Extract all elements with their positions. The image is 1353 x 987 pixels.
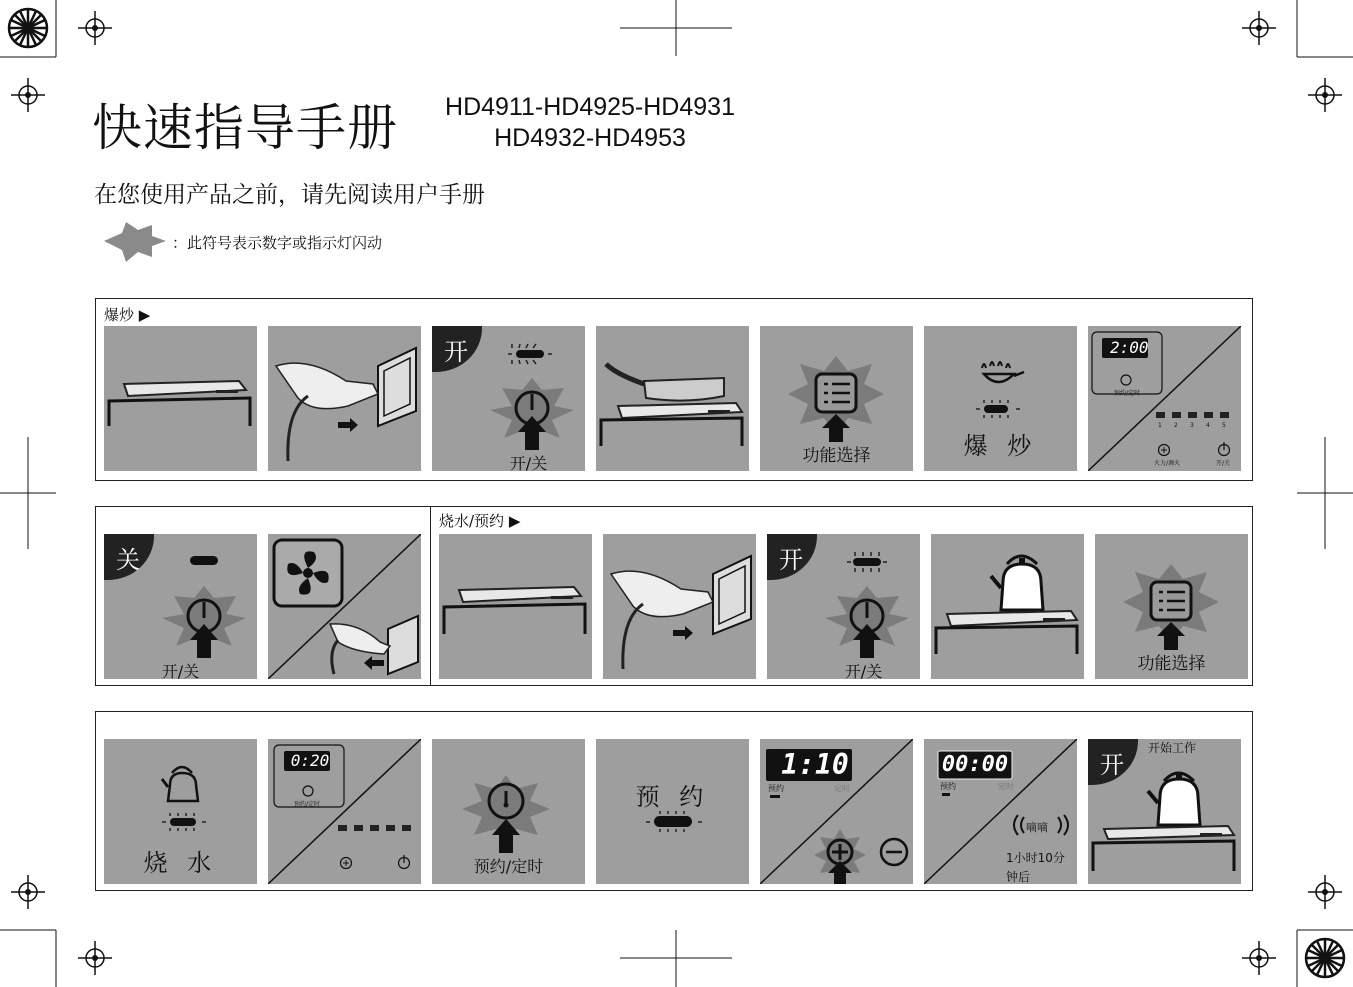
row-label-stirfry: 爆炒 ▶	[104, 306, 151, 324]
power-level-1: 1	[1158, 422, 1162, 429]
label-onoff-2: 开/关	[844, 662, 883, 679]
lcd-display-000: 00:00	[941, 752, 1009, 777]
badge-on: 开	[432, 326, 482, 372]
models-line-1: HD4911-HD4925-HD4931	[445, 93, 735, 121]
panel-stirfry	[924, 326, 1077, 471]
label-start-work: 开始工作	[1148, 741, 1197, 755]
panel-start-work	[1088, 739, 1241, 884]
models-line-2: HD4932-HD4953	[494, 124, 686, 152]
legend-text: ：此符号表示数字或指示灯闪动	[172, 234, 383, 252]
subtitle: 在您使用产品之前，请先阅读用户手册	[94, 182, 485, 208]
after-time-line-2: 钟后	[1006, 870, 1031, 884]
lcd-label-timer: 定时	[834, 784, 850, 793]
plug-in-icon	[603, 534, 756, 679]
plug-in-icon	[268, 326, 421, 471]
label-power-heat: 火力/调火	[1154, 460, 1181, 467]
label-onoff-off: 开/关	[161, 662, 200, 679]
panel-plug-in-2	[603, 534, 756, 679]
label-onoff-small: 开/关	[1216, 460, 1231, 467]
panel-control-display-2	[268, 739, 421, 884]
label-preset-timer: 预约/定时	[1114, 390, 1141, 397]
label-boil: 烧 水	[143, 849, 218, 877]
power-level-5: 5	[1222, 422, 1226, 429]
panel-power-off	[104, 534, 257, 679]
lcd-label-reserve: 预约	[768, 784, 784, 793]
panel-boil	[104, 739, 257, 884]
panel-control-display	[1088, 326, 1241, 471]
badge-on-2: 开	[767, 534, 817, 580]
panel-adjust-time	[760, 739, 913, 884]
label-reserve: 预 约	[635, 783, 710, 811]
row-boil-reserve	[430, 506, 1253, 686]
panel-countdown	[924, 739, 1077, 884]
row-boil-steps	[95, 711, 1253, 891]
model-numbers	[440, 92, 740, 154]
row-label-boil-reserve: 烧水/预约 ▶	[439, 512, 521, 530]
lcd-display-020: 0:20	[290, 751, 330, 770]
kettle-on-cooker-icon	[931, 534, 1084, 679]
lcd-display-110: 1:10	[781, 748, 849, 781]
lcd-label-reserve-2: 预约	[940, 782, 956, 791]
power-button-flash-icon	[767, 534, 920, 679]
reserve-indicator-icon	[596, 739, 749, 884]
induction-cooker-icon	[439, 534, 592, 679]
panel-reserve	[596, 739, 749, 884]
panel-preset-timer	[432, 739, 585, 884]
induction-cooker-icon	[104, 326, 257, 471]
badge-off: 关	[104, 534, 154, 580]
pan-on-cooker-icon	[596, 326, 749, 471]
beep-label: 嘀嘀	[1026, 821, 1048, 834]
panel-kettle-on-cooker	[931, 534, 1084, 679]
fan-unplug-icon	[268, 534, 421, 679]
power-level-3: 3	[1190, 422, 1194, 429]
kettle-on-cooker-icon	[1088, 739, 1241, 884]
page-title: 快速指导手册	[92, 99, 398, 157]
panel-function-select	[760, 326, 913, 471]
badge-on-3: 开	[1088, 739, 1138, 785]
row-stirfry	[95, 298, 1253, 481]
power-level-2: 2	[1174, 422, 1178, 429]
panel-pan	[596, 326, 749, 471]
panel-power-on-2	[767, 534, 920, 679]
label-preset-timer-2: 预约/定时	[294, 801, 321, 808]
label-onoff: 开/关	[509, 454, 548, 471]
panel-plug-in	[268, 326, 421, 471]
row-power-off	[95, 506, 431, 686]
after-time-line-1: 1小时10分	[1006, 851, 1065, 865]
power-level-4: 4	[1206, 422, 1210, 429]
panel-function-select-2	[1095, 534, 1248, 679]
label-function-select: 功能选择	[802, 446, 871, 466]
label-function-select-2: 功能选择	[1137, 654, 1206, 674]
label-stirfry: 爆 炒	[963, 432, 1038, 460]
panel-cooker-2	[439, 534, 592, 679]
power-button-flash-icon	[432, 326, 585, 471]
lcd-label-timer-2: 定时	[998, 782, 1014, 791]
label-preset-timer-3: 预约/定时	[473, 857, 544, 876]
panel-fan-unplug	[268, 534, 421, 679]
lcd-display-200: 2:00	[1110, 338, 1149, 357]
panel-power-on	[432, 326, 585, 471]
power-off-icon	[104, 534, 257, 679]
panel-cooker	[104, 326, 257, 471]
